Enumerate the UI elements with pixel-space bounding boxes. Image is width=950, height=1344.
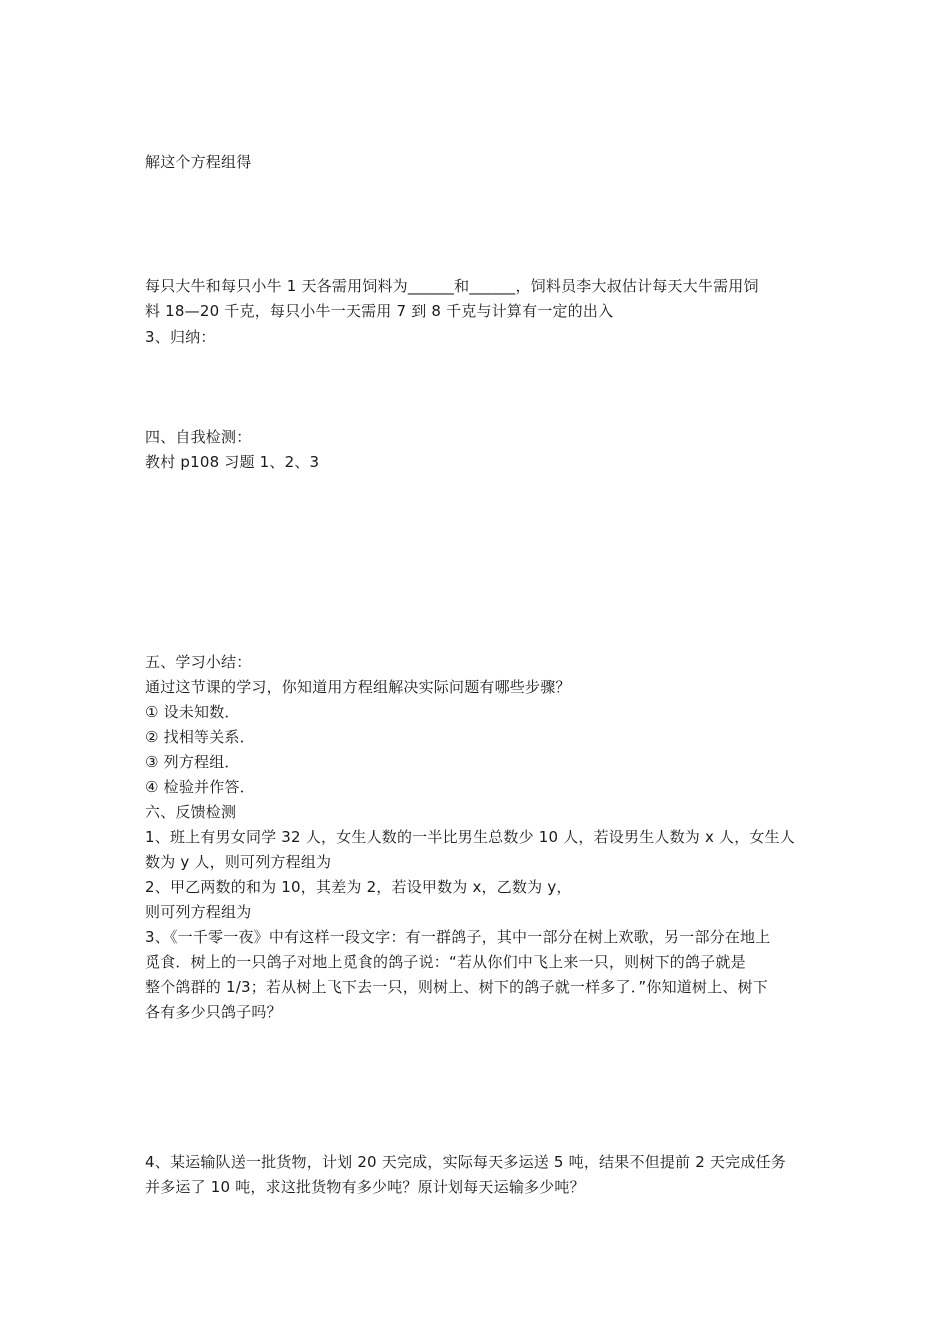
feed-question-line-2: 料 18—20 千克，每只小牛一天需用 7 到 8 千克与计算有一定的出入 [145,302,614,320]
feed-question-line-1: 每只大牛和每只小牛 1 天各需用饲料为______和______，饲料员李大叔估计每天大牛需用饲 [145,277,759,295]
self-check-heading: 四、自我检测： [145,428,252,446]
problem-2-line-1: 2、甲乙两数的和为 10，其差为 2，若设甲数为 x，乙数为 y， [145,878,572,896]
step-3-line: ③ 列方程组． [145,753,240,771]
problem-4-line-1: 4、某运输队送一批货物，计划 20 天完成，实际每天多运送 5 吨，结果不但提前 2 天完成任务 [145,1153,786,1171]
problem-1-line-1: 1、班上有男女同学 32 人，女生人数的一半比男生总数少 10 人，若设男生人数为 x 人，女生人 [145,828,796,846]
problem-3-line-2: 觅食．树上的一只鸽子对地上觅食的鸽子说：“若从你们中飞上来一只，则树下的鸽子就是 [145,953,746,971]
learning-summary-heading: 五、学习小结： [145,653,252,671]
problem-2-line-2: 则可列方程组为 [145,903,252,921]
summary-question-line: 通过这节课的学习，你知道用方程组解决实际问题有哪些步骤？ [145,678,571,696]
step-2-line: ② 找相等关系． [145,728,255,746]
problem-3-line-1: 3、《一千零一夜》中有这样一段文字：有一群鸽子，其中一部分在树上欢歌，另一部分在地上 [145,928,771,946]
step-1-line: ① 设未知数． [145,703,240,721]
problem-4-line-2: 并多运了 10 吨，求这批货物有多少吨？原计划每天运输多少吨？ [145,1178,585,1196]
problem-3-line-4: 各有多少只鸽子吗？ [145,1003,282,1021]
summary-heading: 3、归纳： [145,328,216,346]
step-4-line: ④ 检验并作答． [145,778,255,796]
textbook-exercise-line: 教村 p108 习题 1、2、3 [145,453,320,471]
solve-system-line: 解这个方程组得 [145,153,252,171]
feedback-heading: 六、反馈检测 [145,803,237,821]
problem-1-line-2: 数为 y 人，则可列方程组为 [145,853,332,871]
problem-3-line-3: 整个鸽群的 1/3；若从树上飞下去一只，则树上、树下的鸽子就一样多了．”你知道树上、树下 [145,978,768,996]
